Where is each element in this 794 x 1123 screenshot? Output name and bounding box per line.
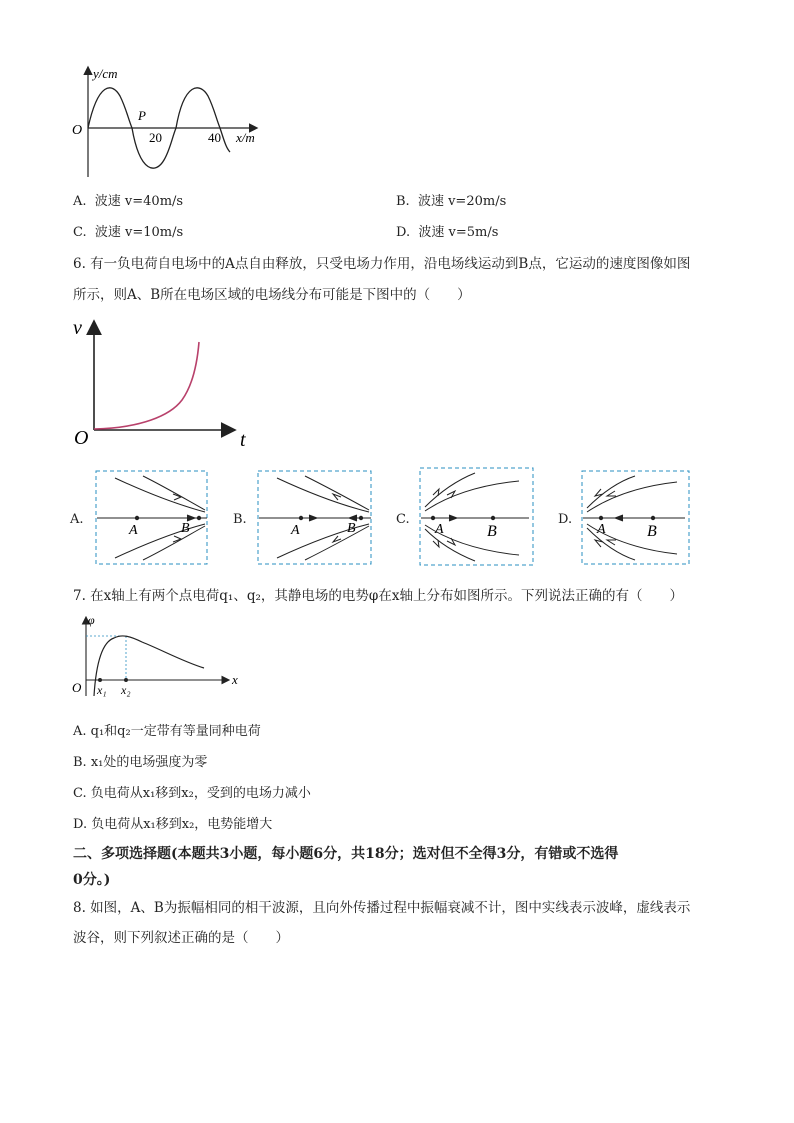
point-p-label: P [138, 108, 146, 123]
q5-option-d [396, 223, 498, 243]
diagram-b-letter: B. [233, 512, 247, 527]
q5-option-b [396, 192, 506, 212]
field-diagram-c [419, 467, 535, 567]
potential-curve [94, 636, 204, 696]
tick-40: 40 [208, 130, 221, 145]
point-b-label: B [347, 521, 356, 536]
q7-option-d: D. 负电荷从x₁移到x₂，电势能增大 [73, 817, 273, 832]
origin-label: O [74, 427, 89, 449]
x1-label: x₁ [97, 683, 107, 697]
point-a-label: A [435, 522, 444, 537]
field-diagram-d [581, 470, 691, 566]
option-letter: A. [73, 194, 87, 209]
option-text: 波速 v=20m/s [417, 194, 507, 209]
diagram-a-letter: A. [70, 512, 84, 527]
point-a-label: A [129, 523, 138, 538]
section-2-heading-line1: 二、多项选择题(本题共3小题，每小题6分，共18分；选对但不全得3分，有错或不选得 [73, 846, 619, 862]
q6-stem-line2: 所示，则A、B所在电场区域的电场线分布可能是下图中的（ ） [73, 287, 471, 303]
point-a-label: A [291, 523, 300, 538]
q5-option-a [73, 192, 183, 212]
t-axis-label: t [240, 429, 246, 450]
v-axis-label: v [73, 317, 82, 339]
q7-option-b: B. x₁处的电场强度为零 [73, 755, 208, 770]
q8-stem-line1: 8. 如图，A、B为振幅相同的相干波源，且向外传播过程中振幅衰减不计，图中实线表示波峰，虚线表示 [73, 900, 691, 916]
q8-stem-line2: 波谷，则下列叙述正确的是（ ） [73, 930, 289, 946]
potential-graph [66, 612, 250, 698]
section-2-heading-line2: 0分。) [73, 872, 111, 888]
q7-stem: 7. 在x轴上有两个点电荷q₁、q₂，其静电场的电势φ在x轴上分布如图所示。下列说法正确的有（ ） [73, 588, 683, 604]
option-letter: B. [396, 194, 410, 209]
option-text: 波速 v=40m/s [94, 194, 184, 209]
origin-label: O [72, 123, 83, 138]
x-axis-label: x [232, 672, 238, 687]
tick-20: 20 [149, 130, 162, 145]
field-diagram-a [95, 470, 209, 566]
option-text: 波速 v=5m/s [418, 225, 499, 240]
velocity-time-graph [70, 316, 260, 450]
point-b-label: B [181, 521, 190, 536]
q6-stem-line1: 6. 有一负电荷自电场中的A点自由释放，只受电场力作用，沿电场线运动到B点，它运动的速度图像如图 [73, 256, 691, 272]
origin-label: O [72, 680, 82, 695]
wave-graph [60, 62, 280, 182]
q5-option-c [73, 223, 183, 243]
option-letter: D. [396, 225, 411, 240]
option-letter: C. [73, 225, 87, 240]
point-b-label: B [487, 523, 497, 540]
q7-option-c: C. 负电荷从x₁移到x₂，受到的电场力减小 [73, 786, 311, 801]
x-axis-label: x/m [236, 130, 255, 145]
option-text: 波速 v=10m/s [94, 225, 184, 240]
field-diagram-b [257, 470, 373, 566]
point-b-label: B [647, 523, 657, 540]
q7-option-a: A. q₁和q₂一定带有等量同种电荷 [73, 724, 261, 739]
diagram-c-letter: C. [396, 512, 410, 527]
point-a-label: A [597, 522, 606, 537]
phi-axis-label: φ [88, 613, 95, 627]
y-axis-label: y/cm [93, 66, 118, 81]
x2-label: x₂ [121, 683, 131, 697]
diagram-d-letter: D. [558, 512, 573, 527]
velocity-curve [94, 342, 199, 429]
